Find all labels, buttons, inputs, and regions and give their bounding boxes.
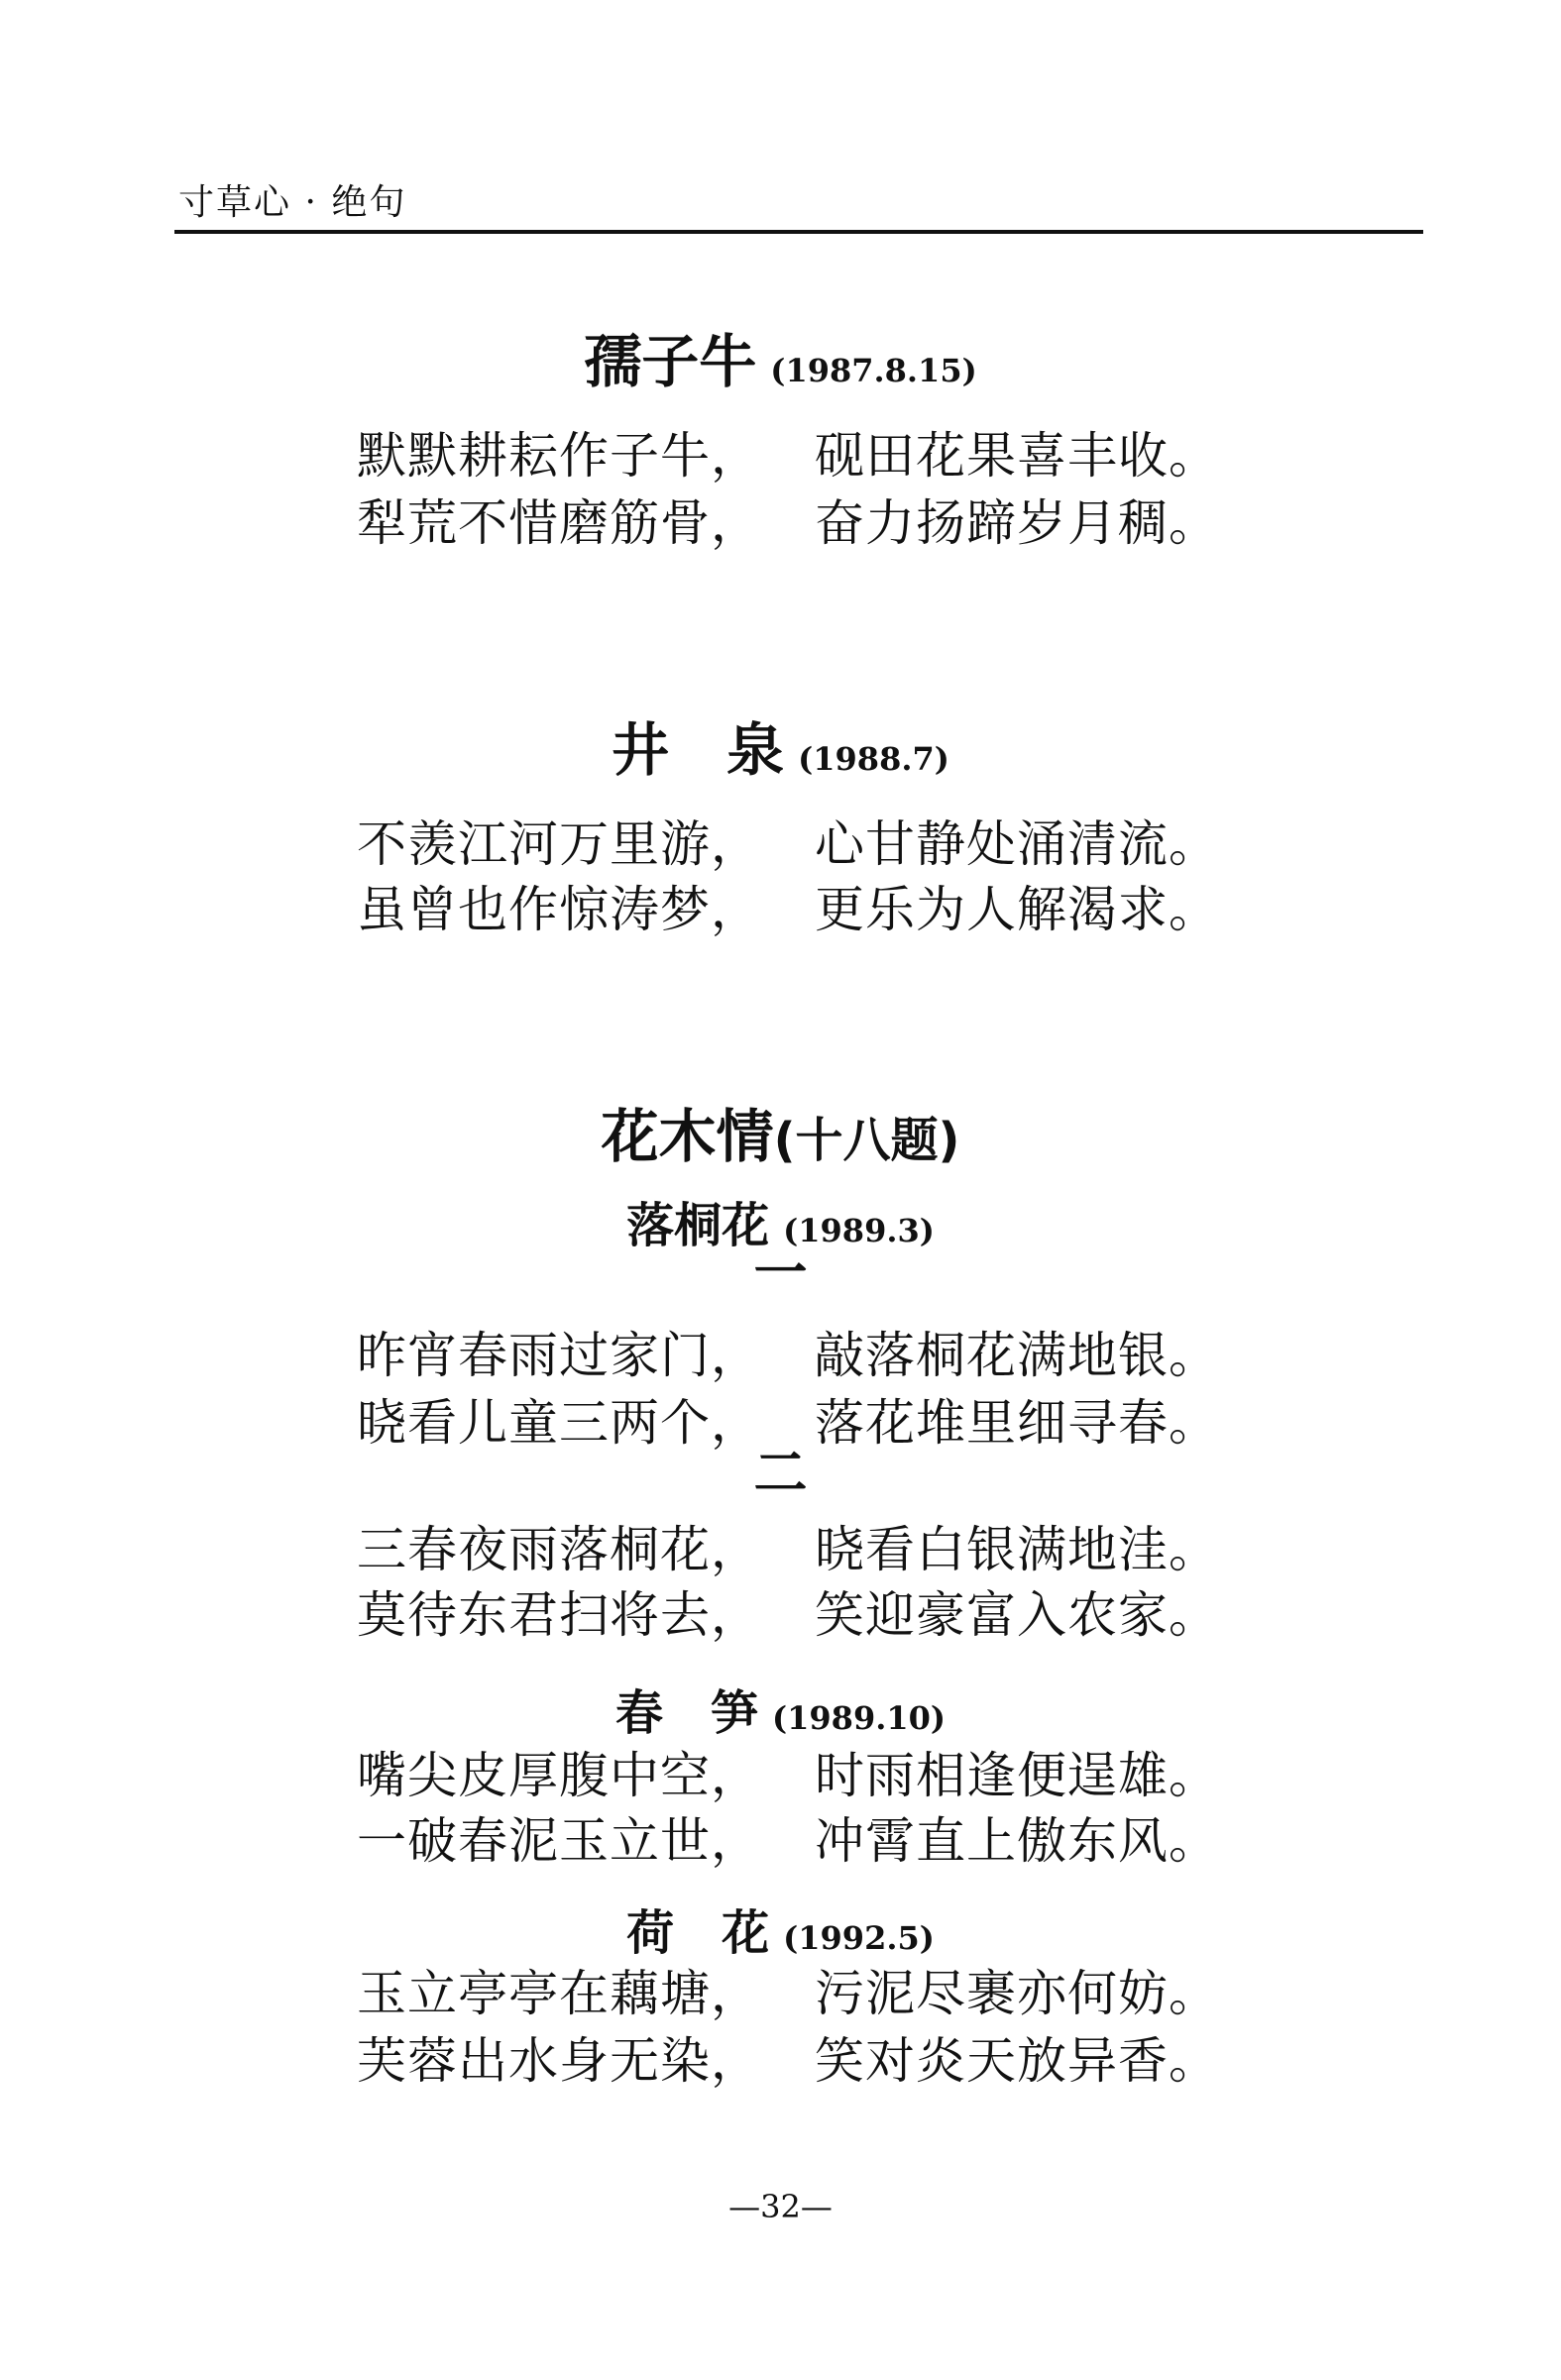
poem-title-text: 井 泉 bbox=[612, 716, 785, 784]
poem-title-text: 落桐花 bbox=[626, 1198, 770, 1253]
poem-date: (1992.5) bbox=[783, 1919, 935, 1957]
verse-line: 敲落桐花满地银。 bbox=[815, 1327, 1219, 1384]
verse-line: 更乐为人解渴求。 bbox=[815, 881, 1219, 938]
poem-title-chun-sun bbox=[0, 1675, 1561, 1743]
series-title-text: 花木情 bbox=[601, 1103, 774, 1170]
poem-date: (1989.3) bbox=[783, 1212, 935, 1249]
section-number: 一 bbox=[753, 1242, 808, 1304]
verse-line: 笑对炎天放异香。 bbox=[815, 2032, 1219, 2090]
verse-line: 默默耕耘作子牛， bbox=[357, 427, 761, 485]
verse-line: 冲霄直上傲东风。 bbox=[815, 1812, 1219, 1870]
poem-title-text: 孺子牛 bbox=[584, 328, 757, 395]
page-number: —32— bbox=[728, 2188, 833, 2225]
poem-title-ruzi-niu bbox=[0, 315, 1561, 398]
verse-line: 晓看儿童三两个， bbox=[357, 1394, 761, 1452]
poem-date: (1989.10) bbox=[772, 1699, 947, 1737]
verse-line: 污泥尽裹亦何妨。 bbox=[815, 1965, 1219, 2022]
poem-title-jing-quan bbox=[0, 703, 1561, 787]
running-header: 寸草心 · 绝句 bbox=[178, 182, 407, 223]
verse-line: 笑迎豪富入农家。 bbox=[815, 1586, 1219, 1644]
verse-line: 嘴尖皮厚腹中空， bbox=[357, 1747, 761, 1804]
verse-line: 一破春泥玉立世， bbox=[357, 1812, 761, 1870]
verse-line: 时雨相逢便逞雄。 bbox=[815, 1747, 1219, 1804]
verse-line: 砚田花果喜丰收。 bbox=[815, 427, 1219, 485]
verse-line: 芙蓉出水身无染， bbox=[357, 2032, 761, 2090]
series-subtitle: (十八题) bbox=[773, 1113, 960, 1168]
verse-line: 犁荒不惜磨筋骨， bbox=[357, 494, 761, 552]
verse-line: 晓看白银满地洼。 bbox=[815, 1521, 1219, 1578]
verse-line: 玉立亭亭在藕塘， bbox=[357, 1965, 761, 2022]
series-title bbox=[0, 1090, 1561, 1173]
verse-line: 莫待东君扫将去， bbox=[357, 1586, 761, 1644]
verse-line: 落花堆里细寻春。 bbox=[815, 1394, 1219, 1452]
header-rule bbox=[174, 230, 1423, 234]
poem-title-text: 荷 花 bbox=[626, 1905, 770, 1961]
verse-line: 奋力扬蹄岁月稠。 bbox=[815, 494, 1219, 552]
poem-date: (1987.8.15) bbox=[770, 352, 977, 389]
section-number: 二 bbox=[753, 1442, 808, 1504]
verse-line: 虽曾也作惊涛梦， bbox=[357, 881, 761, 938]
verse-line: 三春夜雨落桐花， bbox=[357, 1521, 761, 1578]
poem-date: (1988.7) bbox=[798, 740, 949, 778]
poem-title-text: 春 笋 bbox=[614, 1685, 758, 1741]
verse-line: 昨宵春雨过家门， bbox=[357, 1327, 761, 1384]
verse-line: 心甘静处涌清流。 bbox=[815, 815, 1219, 873]
poem-title-he-hua bbox=[0, 1894, 1561, 1963]
verse-line: 不羡江河万里游， bbox=[357, 815, 761, 873]
